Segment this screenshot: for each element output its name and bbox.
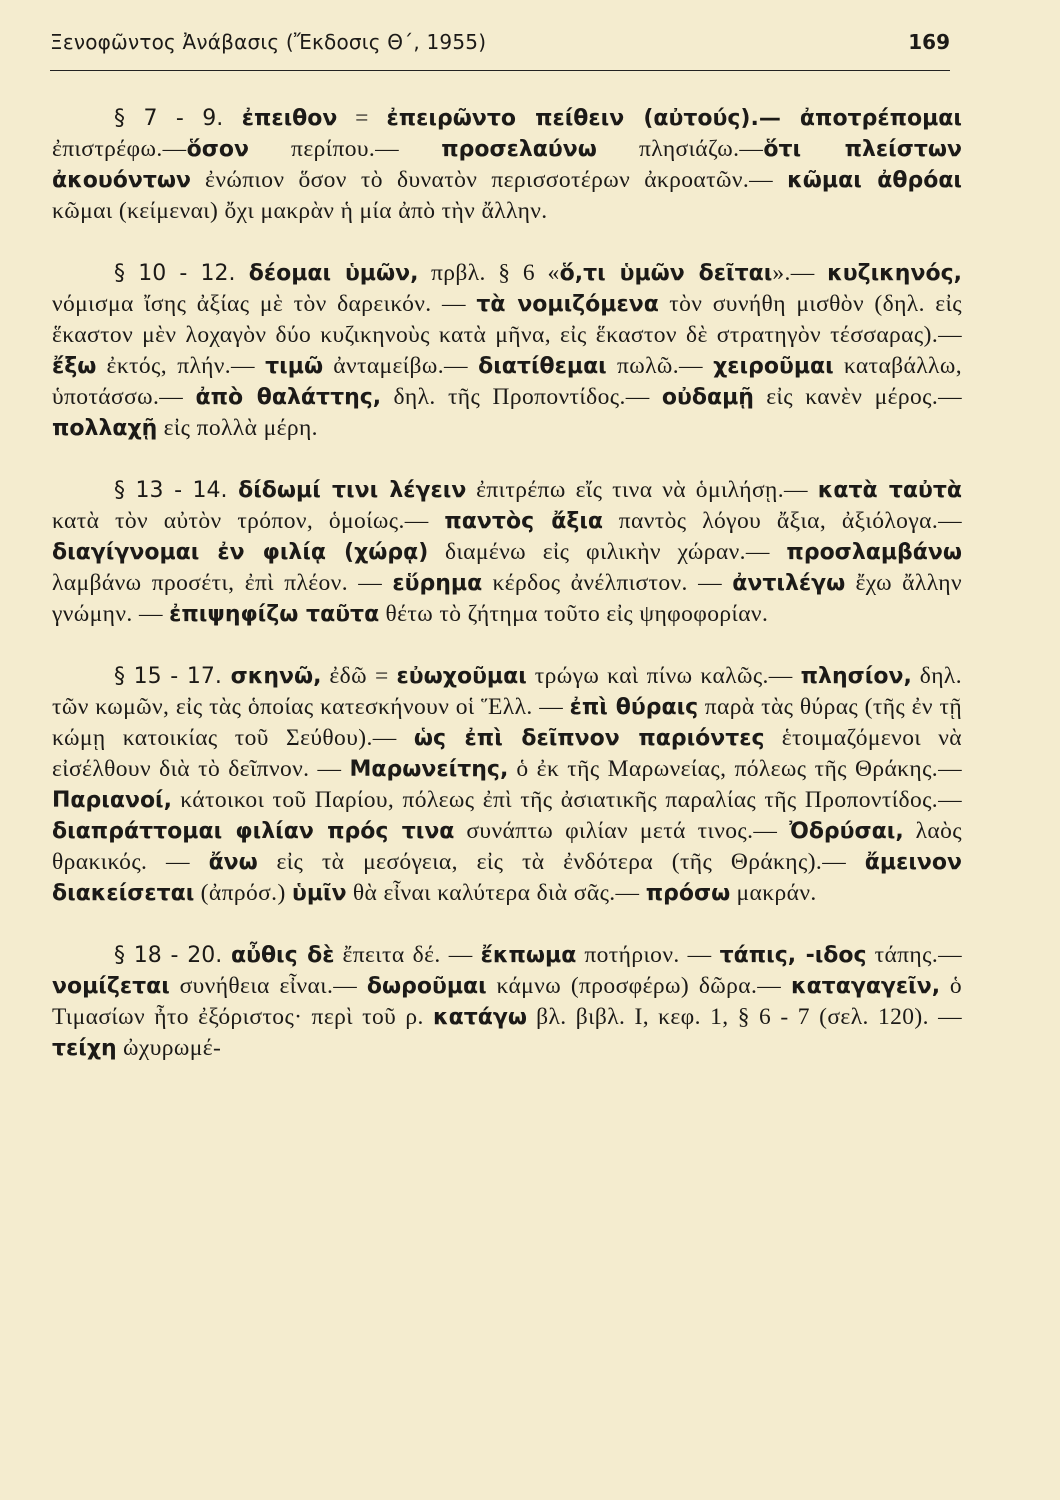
lemma: αὖθις δὲ — [230, 943, 335, 968]
lemma: Μαρωνείτης, — [349, 757, 509, 782]
gloss: κέρδος ἀνέλπιστον. — — [482, 570, 733, 596]
gloss: θέτω τὸ ζήτημα τοῦτο εἰς ψηφοφορίαν. — [379, 601, 769, 627]
lemma: ἐπιψηφίζω ταῦτα — [169, 602, 380, 627]
lemma: ὅ,τι ὑμῶν δεῖται — [559, 261, 773, 286]
lemma: τάπις, -ιδος — [719, 943, 867, 968]
lemma: ἐπὶ θύραις — [569, 695, 699, 720]
gloss: πρβλ. § 6 « — [418, 260, 560, 286]
gloss: βλ. βιβλ. I, κεφ. 1, § 6 - 7 (σελ. 120). — — [526, 1004, 962, 1030]
section-ref: § 15 - 17. — [114, 664, 231, 689]
paragraph-sections-18-20 — [52, 940, 962, 1064]
gloss: τὸν συνήθη μισθὸν (δηλ. εἰς ἕκαστον μὲν λοχαγὸν δύο κυζικηνοὺς κατὰ μῆνα, εἰς ἕκαστον δὲ στρατηγὸν τέσσαρας).— — [52, 291, 963, 348]
gloss: θὰ εἶναι καλύτερα διὰ σᾶς.— — [346, 880, 646, 906]
paragraph-sections-13-14 — [52, 475, 962, 630]
lemma: δωροῦμαι — [366, 974, 487, 999]
gloss: ἀνταμείβω.— — [323, 353, 479, 379]
gloss: ἐπιτρέπω εἴς τινα νὰ ὁμιλήσῃ.— — [466, 477, 818, 503]
gloss: ἑτοιμαζόμενοι νὰ εἰσέλθουν διὰ τὸ δεῖπνον. — — [52, 725, 962, 782]
lemma: ἔκπωμα — [480, 943, 577, 968]
lemma: Ὀδρύσαι, — [789, 819, 904, 844]
lemma: ἐπειρῶντο πείθειν (αὐτούς).— ἀποτρέπομαι — [386, 106, 962, 131]
gloss: κάτοικοι τοῦ Παρίου, πόλεως ἐπὶ τῆς ἀσιατικῆς παραλίας τῆς Προποντίδος.— — [172, 787, 962, 813]
section-ref: § 7 - 9. — [114, 106, 242, 131]
lemma: παντὸς ἄξια — [444, 509, 604, 534]
lemma: νομίζεται — [52, 974, 170, 999]
gloss: ἐκτός, πλήν.— — [96, 353, 266, 379]
lemma: δίδωμί τινι λέγειν — [238, 478, 467, 503]
lemma: τὰ νομιζόμενα — [476, 292, 659, 317]
gloss: παντὸς λόγου ἄξια, ἀξιόλογα.— — [603, 508, 962, 534]
paragraph-sections-15-17 — [52, 661, 962, 909]
gloss: ἐπιστρέφω.— — [52, 136, 187, 162]
lemma: προσελαύνω — [441, 137, 597, 162]
gloss: ».— — [772, 260, 828, 286]
gloss: τρώγω καὶ πίνω καλῶς.— — [526, 663, 801, 689]
lemma: ὅσον — [186, 137, 249, 162]
gloss: ἐνώπιον ὅσον τὸ δυνατὸν περισσοτέρων ἀκροατῶν.— — [190, 167, 788, 193]
lemma: ἐπειθον — [241, 106, 338, 131]
lemma: πολλαχῇ — [52, 416, 158, 441]
lemma: διαγίγνομαι ἐν φιλίᾳ (χώρᾳ) — [52, 540, 429, 565]
commentary-body — [52, 103, 962, 1064]
lemma: καταγαγεῖν, — [790, 974, 941, 999]
gloss: εἰς πολλὰ μέρη. — [157, 415, 318, 441]
header-title: Ξενοφῶντος Ἀνάβασις (Ἔκδοσις Θ΄, 1955) — [50, 30, 487, 54]
gloss: ἐδῶ = — [321, 663, 397, 689]
lemma: χειροῦμαι — [713, 354, 834, 379]
gloss: λαμβάνω προσέτι, ἐπὶ πλέον. — — [52, 570, 393, 596]
lemma: διαπράττομαι φιλίαν πρός τινα — [52, 819, 455, 844]
gloss: ἔπειτα δέ. — — [334, 942, 481, 968]
lemma: ὡς ἐπὶ δεῖπνον παριόντες — [413, 726, 765, 751]
gloss: μακράν. — [730, 880, 817, 906]
gloss: ὠχυρωμέ- — [116, 1035, 222, 1061]
lemma: κατὰ ταὐτὰ — [817, 478, 962, 503]
section-ref: § 13 - 14. — [114, 478, 239, 503]
gloss: κῶμαι (κείμεναι) ὄχι μακρὰν ἡ μία ἀπὸ τὴν ἄλλην. — [52, 198, 548, 224]
page-number: 169 — [908, 30, 950, 54]
section-ref: § 18 - 20. — [114, 943, 231, 968]
paragraph-sections-10-12 — [52, 258, 962, 444]
lemma: κῶμαι ἀθρόαι — [787, 168, 963, 193]
gloss: κατὰ τὸν αὐτὸν τρόπον, ὁμοίως.— — [52, 508, 445, 534]
lemma: προσλαμβάνω — [786, 540, 963, 565]
gloss: ὁ Τιμασίων ἦτο ἐξόριστος· περὶ τοῦ ρ. — [52, 973, 962, 1030]
lemma: δέομαι ὑμῶν, — [248, 261, 419, 286]
gloss: (ἀπρόσ.) — [194, 880, 292, 906]
gloss: δηλ. τῆς Προποντίδος.— — [381, 384, 662, 410]
section-ref: § 10 - 12. — [114, 261, 249, 286]
lemma: τείχη — [52, 1036, 117, 1061]
lemma: κατάγω — [432, 1005, 527, 1030]
lemma: τιμῶ — [265, 354, 324, 379]
lemma: εὕρημα — [392, 571, 483, 596]
lemma: ἀπὸ θαλάττης, — [195, 385, 382, 410]
gloss: νόμισμα ἴσης ἀξίας μὲ τὸν δαρεικόν. — — [52, 291, 477, 317]
gloss: περίπου.— — [248, 136, 442, 162]
lemma: ἄνω — [208, 850, 258, 875]
lemma: ὑμῖν — [291, 881, 347, 906]
gloss: παρὰ τὰς θύρας (τῆς ἐν τῇ κώμῃ κατοικίας τοῦ Σεύθου).— — [52, 694, 963, 751]
lemma: διατίθεμαι — [478, 354, 607, 379]
gloss: πλησιάζω.— — [596, 136, 764, 162]
lemma: σκηνῶ, — [230, 664, 322, 689]
header-rule — [50, 70, 950, 71]
gloss: διαμένω εἰς φιλικὴν χώραν.— — [428, 539, 787, 565]
gloss: ἔχω ἄλλην γνώμην. — — [52, 570, 962, 627]
paragraph-sections-7-9 — [52, 103, 962, 227]
gloss: ποτήριον. — — [576, 942, 720, 968]
gloss: δηλ. τῶν κωμῶν, εἰς τὰς ὁποίας κατεσκήνουν οἱ Ἕλλ. — — [52, 663, 962, 720]
gloss: τάπης.— — [866, 942, 962, 968]
gloss: ὁ ἐκ τῆς Μαρωνείας, πόλεως τῆς Θράκης.— — [508, 756, 962, 782]
running-header — [50, 30, 950, 54]
gloss: συνάπτω φιλίαν μετά τινος.— — [454, 818, 790, 844]
gloss: συνήθεια εἶναι.— — [169, 973, 367, 999]
gloss: = — [337, 105, 387, 131]
lemma: ἄμεινον διακείσεται — [52, 850, 962, 906]
lemma: οὐδαμῇ — [661, 385, 754, 410]
gloss: λαὸς θρακικός. — — [52, 818, 962, 875]
gloss: εἰς κανὲν μέρος.— — [753, 384, 963, 410]
lemma: Παριανοί, — [52, 788, 172, 813]
lemma: ἀντιλέγω — [732, 571, 846, 596]
lemma: κυζικηνός, — [827, 261, 962, 286]
gloss: καταβάλλω, ὑποτάσσω.— — [52, 353, 962, 410]
lemma: πλησίον, — [800, 664, 912, 689]
lemma: πρόσω — [645, 881, 731, 906]
gloss: πωλῶ.— — [606, 353, 714, 379]
lemma: εὐωχοῦμαι — [396, 664, 527, 689]
lemma: ἔξω — [52, 354, 97, 379]
gloss: εἰς τὰ μεσόγεια, εἰς τὰ ἐνδότερα (τῆς Θράκης).— — [257, 849, 865, 875]
gloss: κάμνω (προσφέρω) δῶρα.— — [486, 973, 791, 999]
lemma: ὅτι πλείστων ἀκουόντων — [52, 137, 962, 193]
